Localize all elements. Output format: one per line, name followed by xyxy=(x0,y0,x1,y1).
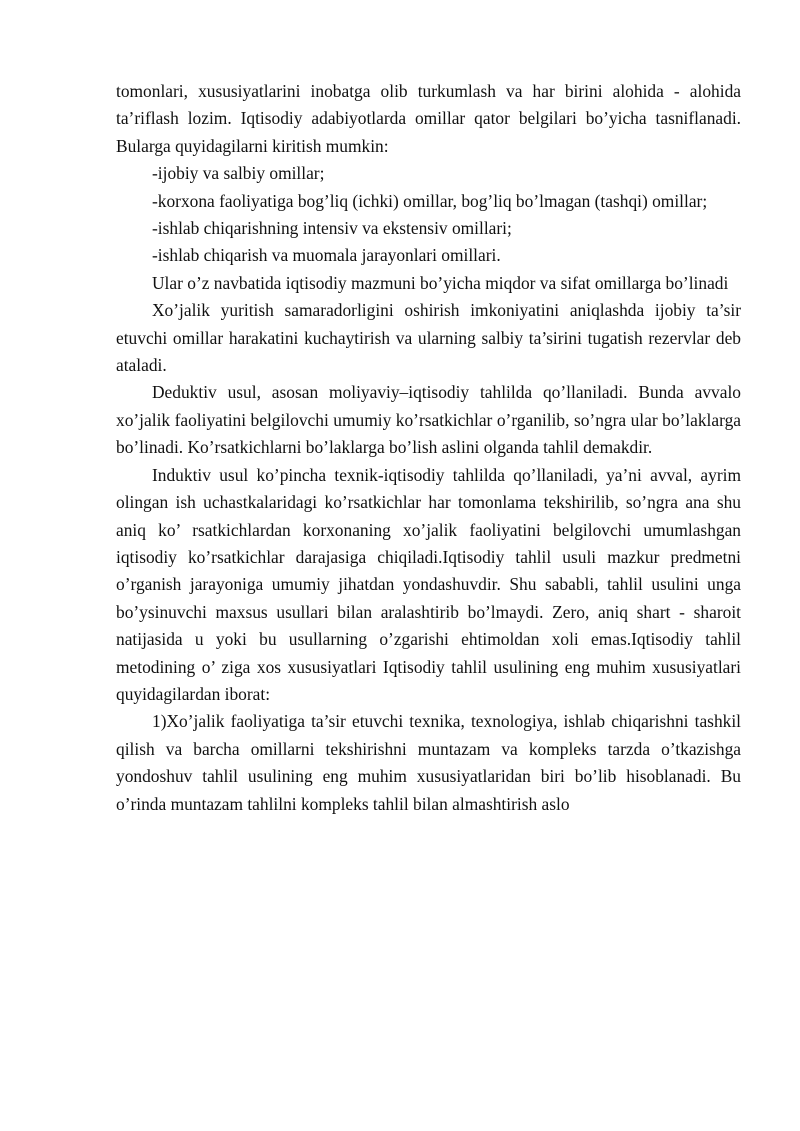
paragraph-deductive-method: Deduktiv usul, asosan moliyaviy–iqtisodiy tahlilda qo’llaniladi. Bunda avvalo xo’jalik faoliyatini belgilovchi umumiy ko’rsatkichlar o’rganilib, so’ngra ular bo’laklarga bo’linadi. Ko’rsatkichlarni bo’laklarga bo’lish aslini olganda tahlil demakdir. xyxy=(116,382,741,458)
list-item-positive-negative-factors: -ijobiy va salbiy omillar; xyxy=(152,163,325,184)
paragraph-reserves: Xo’jalik yuritish samaradorligini oshirish imkoniyatini aniqlashda ijobiy ta’sir etuvchi omillar harakatini kuchaytirish va ularning salbiy ta’sirini tugatish rezervlar deb ataladi. xyxy=(116,300,741,376)
list-item-production-circulation-factors: -ishlab chiqarish va muomala jarayonlari omillari. xyxy=(152,245,501,266)
paragraph-quantity-quality: Ular o’z navbatida iqtisodiy mazmuni bo’yicha miqdor va sifat omillarga bo’linadi xyxy=(152,272,729,293)
paragraph-inductive-method: Induktiv usul ko’pincha texnik-iqtisodiy tahlilda qo’llaniladi, ya’ni avval, ayrim olingan ish uchastkalaridagi ko’rsatkichlar har tomonlama tekshirilib, so’ngra ana shu aniq ko’ rsatkichlardan korxonaning xo’jalik faoliyatini belgilovchi umumlashgan iqtisodiy ko’rsatkichlar darajasiga chiqiladi.Iqtisodiy tahlil usuli mazkur predmetni o’rganish jarayoniga umumiy jihatdan yondashuvdir. Shu sababli, tahlil usulini unga bo’ysinuvchi maxsus usullari bilan aralashtirib bo’lmaydi. Zero, aniq shart - sharoit natijasida u yoki bu usullarning o’zgarishi ehtimoldan xoli emas.Iqtisodiy tahlil metodining o’ ziga xos xususiyatlari Iqtisodiy tahlil usulining eng muhim xususiyatlari quyidagilardan iborat: xyxy=(116,464,741,704)
list-item-intensive-extensive-factors: -ishlab chiqarishning intensiv va ekstensiv omillari; xyxy=(152,218,512,239)
paragraph-feature-one: 1)Xo’jalik faoliyatiga ta’sir etuvchi texnika, texnologiya, ishlab chiqarishni tashkil qilish va barcha omillarni tekshirishni muntazam va kompleks tarzda o’tkazishga yondoshuv tahlil usulining eng muhim xususiyatlaridan biri bo’lib hisoblanadi. Bu o’rinda muntazam tahlilni kompleks tahlil bilan almashtirish aslo xyxy=(116,711,741,814)
body-text xyxy=(116,78,741,818)
paragraph-continuation: tomonlari, xususiyatlarini inobatga olib turkumlash va har birini alohida - alohida ta’riflash lozim. Iqtisodiy adabiyotlarda omillar qator belgilari bo’yicha tasniflanadi. Bularga quyidagilarni kiritish mumkin: xyxy=(116,81,741,156)
list-item-internal-external-factors: -korxona faoliyatiga bog’liq (ichki) omillar, bog’liq bo’lmagan (tashqi) omillar; xyxy=(152,190,708,211)
